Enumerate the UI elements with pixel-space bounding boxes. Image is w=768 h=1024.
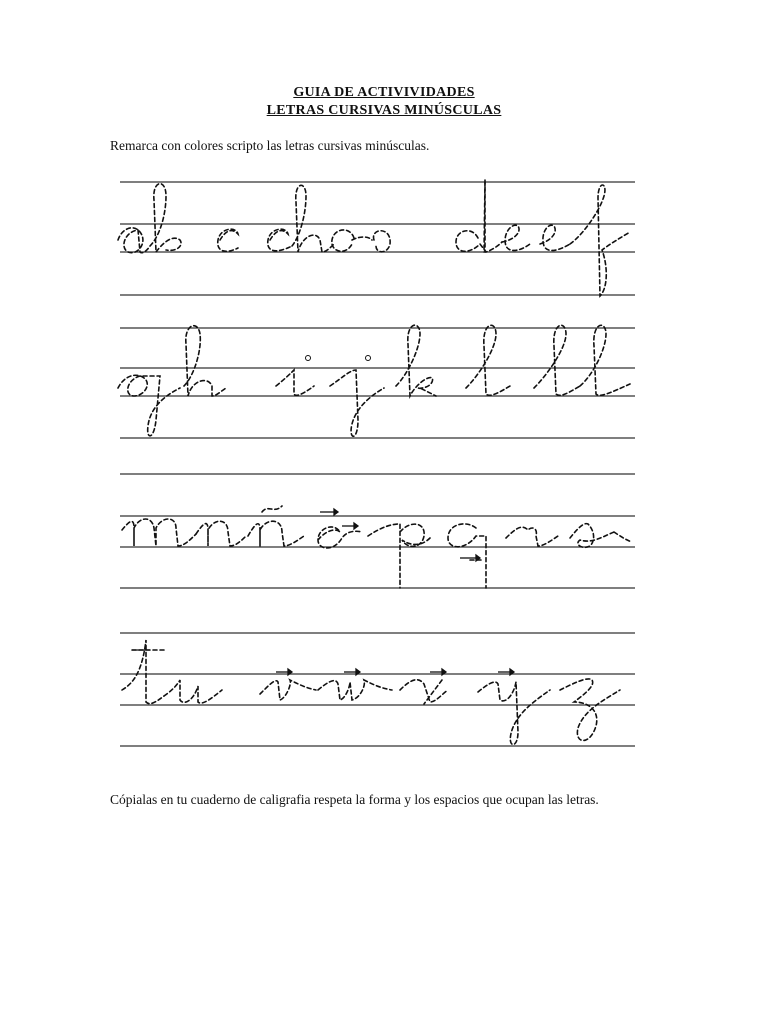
instruction-top: Remarca con colores scripto las letras cursivas minúsculas. xyxy=(110,138,430,153)
letter-b xyxy=(150,184,181,252)
letter-n-tilde xyxy=(248,521,304,546)
letter-i xyxy=(276,370,314,395)
worksheet-title-2: LETRAS CURSIVAS MINÚSCULAS xyxy=(266,103,502,118)
letter-j xyxy=(330,370,384,436)
worksheet-title-1: GUIA DE ACTIVIVIDADES xyxy=(293,85,475,100)
practice-row-1 xyxy=(118,180,635,296)
letter-u xyxy=(164,680,222,703)
letter-z xyxy=(560,679,620,741)
letter-o xyxy=(318,527,362,548)
practice-row-3 xyxy=(120,474,635,588)
letter-g xyxy=(118,375,180,436)
practice-row-2 xyxy=(118,325,635,438)
instruction-bottom: Cópialas en tu cuaderno de caligrafia respeta la forma y los espacios que ocupan las letras. xyxy=(110,792,599,807)
letter-d-bowl xyxy=(374,231,391,252)
letter-k xyxy=(396,325,436,396)
letter-ch-c xyxy=(268,229,292,251)
letter-j-dot xyxy=(366,356,371,361)
practice-row-4 xyxy=(120,633,635,746)
letter-s xyxy=(570,524,632,548)
letter-d-second xyxy=(456,231,502,252)
letter-a xyxy=(118,228,150,253)
tilde xyxy=(262,506,282,512)
letter-m xyxy=(122,519,196,546)
letter-d xyxy=(332,182,485,252)
letter-i-dot xyxy=(306,356,311,361)
letter-r xyxy=(506,527,558,546)
letter-c xyxy=(218,229,238,251)
letter-y xyxy=(478,682,550,745)
letter-q xyxy=(448,524,486,588)
letter-w xyxy=(318,680,392,700)
letter-n xyxy=(196,521,246,546)
letter-ll-1 xyxy=(534,325,580,395)
letter-ll-2 xyxy=(580,325,630,395)
letter-x xyxy=(400,680,448,704)
letter-ch-h xyxy=(292,185,334,252)
letter-f xyxy=(570,185,630,296)
letter-l xyxy=(466,325,510,395)
letter-v xyxy=(260,680,316,700)
letter-e-2 xyxy=(540,225,570,250)
letter-h xyxy=(184,326,226,396)
letter-p xyxy=(368,524,430,588)
letter-e xyxy=(502,225,530,250)
